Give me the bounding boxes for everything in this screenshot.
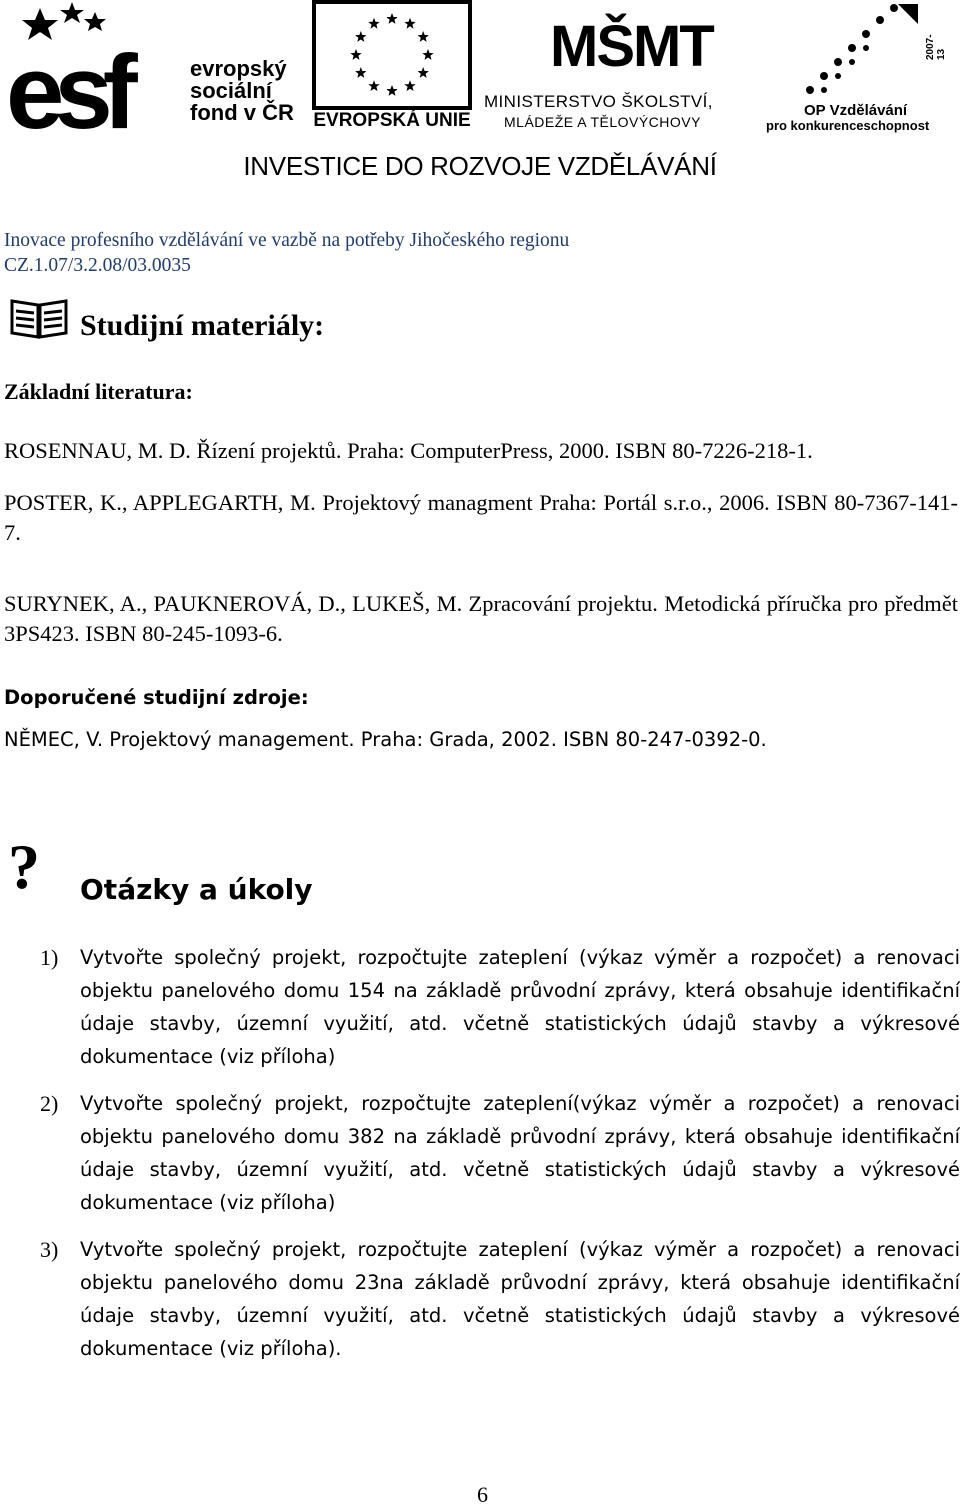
list-item-number: 2) [40,1091,59,1116]
msmt-logo [480,0,755,140]
page-number: 6 [477,1482,488,1507]
esf-logo [0,0,305,140]
list-item [40,1087,960,1219]
list-item [40,1233,960,1365]
msmt-mark: MŠMT [550,14,713,79]
list-item-text: Vytvořte společný projekt, rozpočtujte zateplení (výkaz výměr a rozpočet) a renovaci objektu panelového domu 23na základě průvodní zprávy, která obsahuje identifikační údaje stavby, územní využití, atd. včetně statistických údajů stavby a výkresové dokumentace (viz příloha). [80,1238,960,1360]
list-item [40,941,960,1073]
msmt-line1: MINISTERSTVO ŠKOLSTVÍ, [484,92,713,111]
op-badge: 2007-13 [925,34,947,60]
list-item-number: 1) [40,945,59,970]
reference-3: SURYNEK, A., PAUKNEROVÁ, D., LUKEŠ, M. Zpracování projektu. Metodická příručka pro předmět 3PS423. ISBN 80-245-1093-6. [4,591,958,646]
eu-flag-icon [312,0,472,110]
op-arrow-icon [800,0,930,100]
project-code: CZ.1.07/3.2.08/03.0035 [4,255,191,276]
op-line1: OP Vzdělávání [804,102,908,119]
banner: INVESTICE DO ROZVOJE VZDĚLÁVÁNÍ [243,151,717,181]
esf-logo-mark [0,0,180,140]
list-item-number: 3) [40,1237,59,1262]
op-line2: pro konkurenceschopnost [766,118,930,133]
recommended-heading: Doporučené studijní zdroje: [4,686,309,709]
esf-line2: sociální [190,78,272,103]
op-logo [760,0,960,140]
study-title: Studijní materiály: [80,309,325,342]
esf-line3: fond v ČR [190,100,294,125]
eu-logo [312,0,472,135]
msmt-line2: MLÁDEŽE A TĚLOVÝCHOVY [504,114,701,130]
question-mark-icon: ? [8,831,40,902]
reference-2: POSTER, K., APPLEGARTH, M. Projektový managment Praha: Portál s.r.o., 2006. ISBN 80-7367-141-7. [4,490,958,545]
questions-title: Otázky a úkoly [80,873,313,906]
list-item-text: Vytvořte společný projekt, rozpočtujte zateplení(výkaz výměr a rozpočet) a renovaci objektu panelového domu 382 na základě průvodní zprávy, která obsahuje identifikační údaje stavby, územní využití, atd. včetně statistických údajů stavby a výkresové dokumentace (viz příloha) [80,1092,960,1214]
list-item-text: Vytvořte společný projekt, rozpočtujte zateplení (výkaz výměr a rozpočet) a renovaci objektu panelového domu 154 na základě průvodní zprávy, která obsahuje identifikační údaje stavby, územní využití, atd. včetně statistických údajů stavby a výkresové dokumentace (viz příloha) [80,946,960,1068]
esf-line1: evropský [190,56,287,81]
reference-1: ROSENNAU, M. D. Řízení projektů. Praha: ComputerPress, 2000. ISBN 80-7226-218-1. [4,438,813,463]
eu-label: EVROPSKÁ UNIE [313,110,471,131]
recommended-source: NĚMEC, V. Projektový management. Praha: Grada, 2002. ISBN 80-247-0392-0. [4,728,767,751]
basic-lit-heading: Základní literatura: [4,379,193,404]
project-title: Inovace profesního vzdělávání ve vazbě na potřeby Jihočeského regionu [4,230,570,251]
book-icon [10,297,68,344]
svg-text:esf: esf [6,34,128,140]
